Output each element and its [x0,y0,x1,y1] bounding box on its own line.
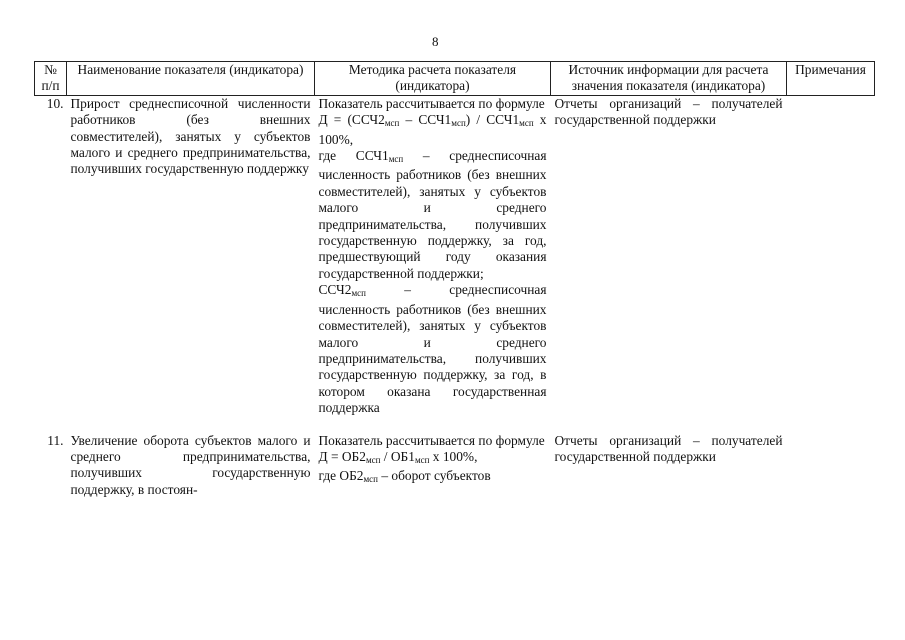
notes [787,95,875,416]
header-name: Наименование показателя (индикатора) [67,62,315,96]
notes [787,433,875,499]
indicators-table [34,61,875,498]
page-number: 8 [432,34,439,49]
table-row [35,433,875,499]
table-row [35,95,875,416]
indicator-name: Увеличение оборота субъектов малого и среднего предпринимательства, получивших государственную поддержку, в постоян- [70,432,311,497]
information-source: Отчеты организаций – получателей государственной поддержки [554,432,783,464]
definition-1: где ССЧ1мсп – среднесписочная численность работников (без внешних совместителей), занятых у субъектов малого и среднего предпринимательства, получивших государственную поддержку, за год, предшествующий году оказания государственной поддержки; [318,148,547,281]
formula: Д = ОБ2мсп / ОБ1мсп х 100%, [318,448,478,465]
calculation-method [315,95,551,416]
information-source: Отчеты организаций – получателей государственной поддержки [554,95,783,128]
row-number: 10. [46,95,64,111]
calculation-method [315,433,551,499]
header-method: Методика расчета показателя (индикатора) [315,62,551,96]
row-number: 11. [47,432,64,448]
header-no: № п/п [35,62,67,96]
indicator-name: Прирост среднесписочной численности работников (без внешних совместителей), занятых у субъектов малого и среднего предпринимательства, получивших государственную поддержку [70,95,311,177]
definition-2: ССЧ2мсп – среднесписочная численность работников (без внешних совместителей), занятых у субъектов малого и среднего предпринимательства, получивших государственную поддержку, за год, в котором оказана государственная поддержка [318,282,547,416]
method-intro: Показатель рассчитывается по формуле [318,432,545,448]
formula: Д = (ССЧ2мсп – ССЧ1мсп) / ССЧ1мсп х 100%, [318,112,547,147]
header-source: Источник информации для расчета значения показателя (индикатора) [551,62,787,96]
table-header-row [35,62,875,96]
definition-1: где ОБ2мсп – оборот субъектов [318,468,491,485]
header-note: Примечания [787,62,875,96]
method-intro: Показатель рассчитывается по формуле [318,95,545,111]
